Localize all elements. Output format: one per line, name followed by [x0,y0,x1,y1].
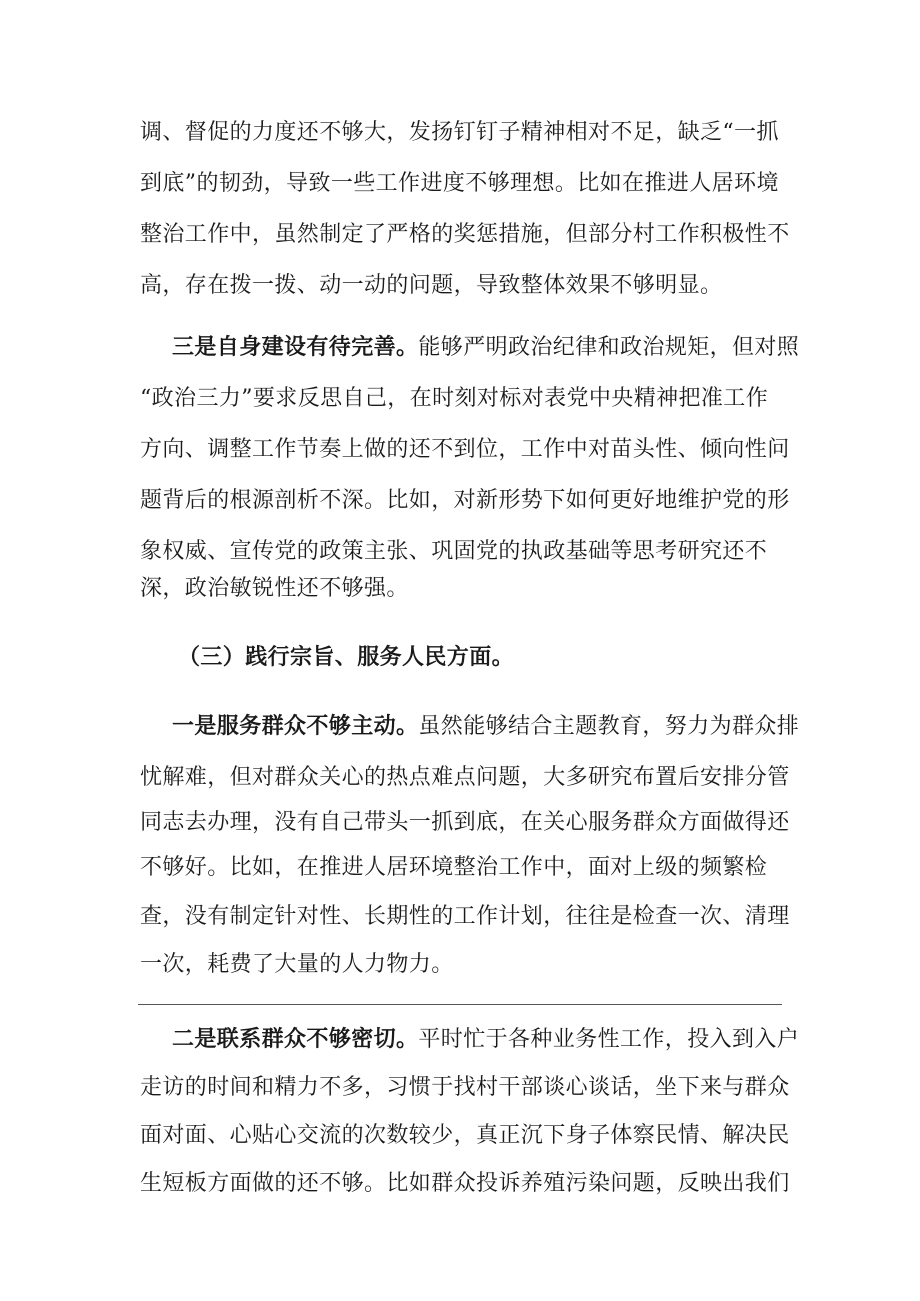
paragraph2-lead: 三是自身建设有待完善。 [172,335,419,360]
paragraph2-line-6: 深，政治敏锐性还不够强。 [140,576,409,601]
paragraph1-line-2: 到底”的韧劲，导致一些工作进度不够理想。比如在推进人居环境 [140,171,779,196]
paragraph1-line-1: 调、督促的力度还不够大，发扬钉钉子精神相对不足，缺乏“一抓 [140,120,779,145]
page-divider [138,1004,782,1005]
paragraph4-line-3: 面对面、心贴心交流的次数较少，真正沉下身子体察民情、解决民 [140,1123,790,1148]
paragraph2-line-5: 象权威、宣传党的政策主张、巩固党的执政基础等思考研究还不 [140,539,768,564]
paragraph2-line-3: 方向、调整工作节奏上做的还不到位，工作中对苗头性、倾向性问 [140,437,790,462]
paragraph2-first-line [172,333,799,363]
section-heading: （三）践行宗旨、服务人民方面。 [178,645,515,670]
paragraph4-first-line [172,1025,799,1055]
paragraph3-first-line [172,712,799,742]
paragraph3-line-3: 同志去办理，没有自己带头一抓到底，在关心服务群众方面做得还 [140,810,790,835]
paragraph3-line-5: 查，没有制定针对性、长期性的工作计划，往往是检查一次、清理 [140,904,790,929]
paragraph4-lead: 二是联系群众不够密切。 [172,1027,419,1052]
paragraph1-line-4: 高，存在拨一拨、动一动的问题，导致整体效果不够明显。 [140,273,723,298]
paragraph2-line-2: “政治三力”要求反思自己，在时刻对标对表党中央精神把准工作 [140,386,769,411]
paragraph3-lead: 一是服务群众不够主动。 [172,714,419,739]
paragraph3-line-1: 虽然能够结合主题教育，努力为群众排 [418,714,800,739]
paragraph4-line-2: 走访的时间和精力不多，习惯于找村干部谈心谈话，坐下来与群众 [140,1075,790,1100]
paragraph3-line-4: 不够好。比如，在推进人居环境整治工作中，面对上级的频繁检 [140,855,768,880]
paragraph3-line-2: 忧解难，但对群众关心的热点难点问题，大多研究布置后安排分管 [140,765,790,790]
paragraph1-line-3: 整治工作中，虽然制定了严格的奖惩措施，但部分村工作积极性不 [140,222,790,247]
paragraph4-line-4: 生短板方面做的还不够。比如群众投诉养殖污染问题，反映出我们 [140,1171,790,1196]
paragraph2-line-1: 能够严明政治纪律和政治规矩，但对照 [418,335,800,360]
paragraph4-line-1: 平时忙于各种业务性工作，投入到入户 [418,1027,800,1052]
paragraph3-line-6: 一次，耗费了大量的人力物力。 [140,952,454,977]
paragraph2-line-4: 题背后的根源剖析不深。比如，对新形势下如何更好地维护党的形 [140,488,790,513]
